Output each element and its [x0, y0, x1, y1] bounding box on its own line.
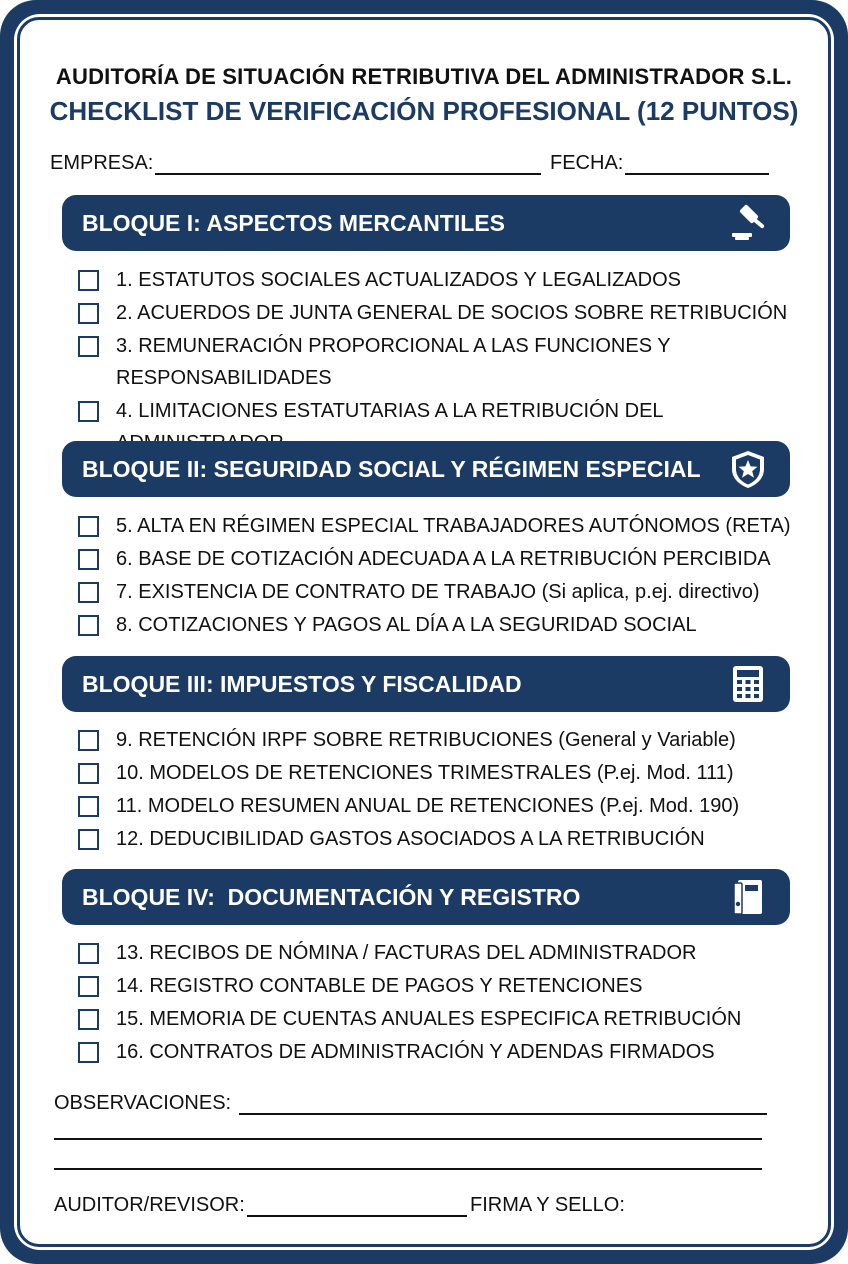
- block-header-impuestos: [62, 656, 790, 712]
- empresa-label: EMPRESA:: [50, 152, 154, 174]
- checklist-inner-border: [17, 17, 831, 1247]
- block-header-documentacion: [62, 869, 790, 925]
- fecha-input-line[interactable]: [625, 153, 769, 175]
- observaciones-input-line-1[interactable]: [239, 1093, 767, 1115]
- fecha-label: FECHA:: [550, 152, 624, 174]
- checklist-item-1: 1. ESTATUTOS SOCIALES ACTUALIZADOS Y LEGALIZADOS: [78, 264, 798, 296]
- gavel-icon: [728, 203, 768, 243]
- checkbox[interactable]: [78, 829, 99, 850]
- firma-label: FIRMA Y SELLO:: [470, 1194, 625, 1216]
- checklist-item-15: 15. MEMORIA DE CUENTAS ANUALES ESPECIFICA RETRIBUCIÓN: [78, 1003, 798, 1035]
- checkbox[interactable]: [78, 730, 99, 751]
- checklist-item-6: 6. BASE DE COTIZACIÓN ADECUADA A LA RETRIBUCIÓN PERCIBIDA: [78, 543, 798, 575]
- checklist-item-9: 9. RETENCIÓN IRPF SOBRE RETRIBUCIONES (General y Variable): [78, 724, 798, 756]
- calculator-icon: [728, 664, 768, 704]
- auditor-input-line[interactable]: [247, 1195, 467, 1217]
- checklist-item-8: 8. COTIZACIONES Y PAGOS AL DÍA A LA SEGURIDAD SOCIAL: [78, 609, 798, 641]
- checklist-item-11: 11. MODELO RESUMEN ANUAL DE RETENCIONES (P.ej. Mod. 190): [78, 790, 798, 822]
- checklist-item-2: 2. ACUERDOS DE JUNTA GENERAL DE SOCIOS SOBRE RETRIBUCIÓN: [78, 297, 798, 329]
- block-title: BLOQUE IV: DOCUMENTACIÓN Y REGISTRO: [82, 883, 581, 910]
- auditor-label: AUDITOR/REVISOR:: [54, 1194, 245, 1216]
- checkbox[interactable]: [78, 582, 99, 603]
- page-title: AUDITORÍA DE SITUACIÓN RETRIBUTIVA DEL ADMINISTRADOR S.L.: [55, 64, 793, 89]
- checkbox[interactable]: [78, 270, 99, 291]
- binder-icon: [728, 877, 768, 917]
- observaciones-input-line-2[interactable]: [54, 1138, 762, 1140]
- page-subtitle: CHECKLIST DE VERIFICACIÓN PROFESIONAL (12 PUNTOS): [49, 96, 799, 126]
- checklist-item-7: 7. EXISTENCIA DE CONTRATO DE TRABAJO (Si aplica, p.ej. directivo): [78, 576, 798, 608]
- checklist-item-14: 14. REGISTRO CONTABLE DE PAGOS Y RETENCIONES: [78, 970, 798, 1002]
- observaciones-input-line-3[interactable]: [54, 1168, 762, 1170]
- block-header-seguridad-social: [62, 441, 790, 497]
- block-title: BLOQUE III: IMPUESTOS Y FISCALIDAD: [82, 670, 522, 697]
- block-header-mercantiles: [62, 195, 790, 251]
- checklist-card: [14, 14, 834, 1250]
- empresa-field: [50, 152, 541, 175]
- firma-field: [470, 1194, 625, 1217]
- checkbox[interactable]: [78, 401, 99, 422]
- checkbox[interactable]: [78, 796, 99, 817]
- checkbox[interactable]: [78, 763, 99, 784]
- checklist-item-16: 16. CONTRATOS DE ADMINISTRACIÓN Y ADENDAS FIRMADOS: [78, 1036, 798, 1068]
- observaciones-label: OBSERVACIONES:: [54, 1092, 232, 1114]
- fecha-field: [550, 152, 769, 175]
- checkbox[interactable]: [78, 943, 99, 964]
- auditor-field: [54, 1194, 467, 1217]
- empresa-input-line[interactable]: [155, 153, 541, 175]
- checkbox[interactable]: [78, 516, 99, 537]
- checkbox[interactable]: [78, 1009, 99, 1030]
- checklist-item-3: 3. REMUNERACIÓN PROPORCIONAL A LAS FUNCIONES Y RESPONSABILIDADES: [78, 330, 718, 394]
- checkbox[interactable]: [78, 976, 99, 997]
- checklist-item-12: 12. DEDUCIBILIDAD GASTOS ASOCIADOS A LA RETRIBUCIÓN: [78, 823, 798, 855]
- block-title: BLOQUE I: ASPECTOS MERCANTILES: [82, 209, 505, 236]
- checklist-item-13: 13. RECIBOS DE NÓMINA / FACTURAS DEL ADMINISTRADOR: [78, 937, 798, 969]
- checklist-item-4: 4. LIMITACIONES ESTATUTARIAS A LA RETRIBUCIÓN DEL: [78, 395, 798, 459]
- checkbox[interactable]: [78, 615, 99, 636]
- checkbox[interactable]: [78, 1042, 99, 1063]
- observaciones-field: [54, 1092, 767, 1115]
- checkbox[interactable]: [78, 336, 99, 357]
- checklist-item-5: 5. ALTA EN RÉGIMEN ESPECIAL TRABAJADORES AUTÓNOMOS (RETA): [78, 510, 798, 542]
- checklist-item-10: 10. MODELOS DE RETENCIONES TRIMESTRALES (P.ej. Mod. 111): [78, 757, 798, 789]
- checkbox[interactable]: [78, 303, 99, 324]
- checkbox[interactable]: [78, 549, 99, 570]
- shield-star-icon: [728, 449, 768, 489]
- block-title: BLOQUE II: SEGURIDAD SOCIAL Y RÉGIMEN ESPECIAL: [82, 455, 701, 482]
